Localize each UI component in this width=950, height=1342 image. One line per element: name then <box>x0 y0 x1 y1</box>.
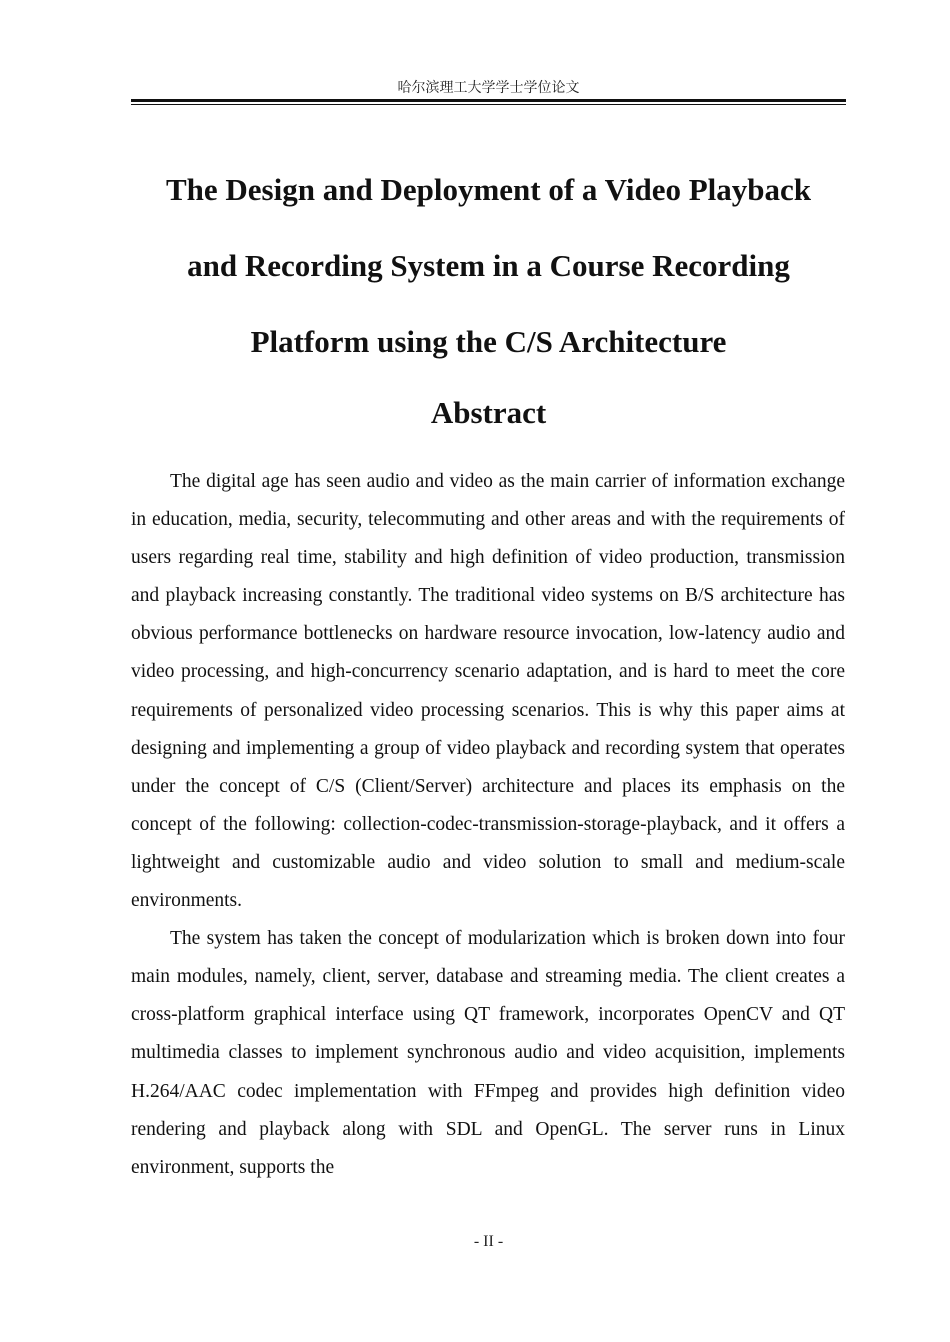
abstract-body <box>131 463 845 1187</box>
header-rule-thin <box>131 104 846 105</box>
abstract-paragraph-1: The digital age has seen audio and video as the main carrier of information exchange in education, media, security, telecommuting and other areas and with the requirements of users regarding real time, stability and high definition of video production, transmission and playback increasing constantly. The traditional video systems on B/S architecture has obvious performance bottlenecks on hardware resource invocation, low-latency audio and video processing, and high-concurrency scenario adaptation, and is hard to meet the core requirements of personalized video processing scenarios. This is why this paper aims at designing and implementing a group of video playback and recording system that operates under the concept of C/S (Client/Server) architecture and places its emphasis on the concept of the following: collection-codec-transmission-storage-playback, and it offers a lightweight and customizable audio and video solution to small and medium-scale environments. <box>131 471 845 912</box>
abstract-paragraph-2: The system has taken the concept of modularization which is broken down into four main modules, namely, client, server, database and streaming media. The client creates a cross-platform graphical interface using QT framework, incorporates OpenCV and QT multimedia classes to implement synchronous audio and video acquisition, implements H.264/AAC codec implementation with FFmpeg and provides high definition video rendering and playback along with SDL and OpenGL. The server runs in Linux environment, supports the <box>131 928 845 1178</box>
paper-title-line-3: Platform using the C/S Architecture <box>250 324 727 359</box>
paper-title-line-2: and Recording System in a Course Recording <box>187 248 790 283</box>
abstract-heading: Abstract <box>430 395 547 430</box>
running-header: 哈尔滨理工大学学士学位论文 <box>397 80 580 96</box>
paper-title-line-1: The Design and Deployment of a Video Playback <box>165 172 812 207</box>
header-rule-thick <box>131 99 846 102</box>
paper-title <box>131 152 846 380</box>
page-number: - II - <box>473 1233 504 1250</box>
